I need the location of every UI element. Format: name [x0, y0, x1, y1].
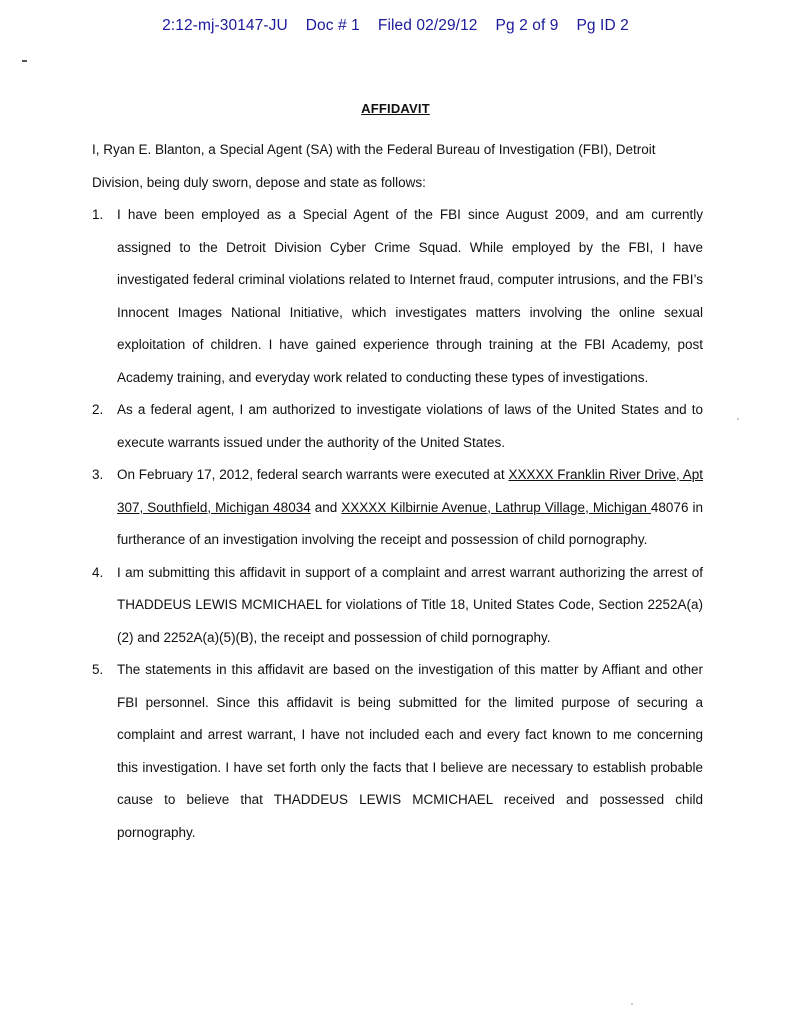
search-address-2: XXXXX Kilbirnie Avenue, Lathrup Village, Michigan — [341, 499, 651, 515]
doc-number: Doc # 1 — [305, 17, 360, 34]
filed-date: Filed 02/29/12 — [377, 17, 478, 34]
intro-paragraph: I, Ryan E. Blanton, a Special Agent (SA) with the Federal Bureau of Investigation (FBI), Detroit Division, being duly sworn, depose and state as follows: — [92, 142, 656, 190]
paragraph-number: 1. — [92, 207, 104, 222]
scan-artifact-dot — [737, 418, 739, 420]
search-address-1: XXXXX Franklin River Drive, Apt 307, Southfield, Michigan 48034 — [117, 467, 703, 515]
paragraph-text: I am submitting this affidavit in support of a complaint and arrest warrant authorizing the arrest of THADDEUS LEWIS MCMICHAEL for violations of Title 18, United States Code, Section 2252A(a)(2) and 2252A(a)(5)(B), the receipt and possession of child pornography. — [117, 564, 703, 645]
page-indicator: Pg 2 of 9 — [495, 17, 559, 34]
affidavit-body — [92, 134, 703, 849]
court-filing-header — [0, 17, 791, 35]
paragraph-4 — [92, 557, 703, 655]
paragraph-1 — [92, 199, 703, 394]
paragraph-3 — [92, 459, 703, 557]
document-title: AFFIDAVIT — [361, 101, 430, 116]
paragraph-number: 3. — [92, 467, 104, 482]
paragraph-text: I have been employed as a Special Agent of the FBI since August 2009, and am currently assigned to the Detroit Division Cyber Crime Squad. While employed by the FBI, I have investigated federal criminal violations related to Internet fraud, computer intrusions, and the FBI’s Innocent Images National Initiative, which investigates matters involving the online sexual exploitation of children. I have gained experience through training at the FBI Academy, post Academy training, and everyday work related to conducting these types of investigations. — [117, 207, 703, 385]
paragraph-2 — [92, 394, 703, 459]
scan-artifact-mark — [22, 60, 27, 62]
paragraph-text: On February 17, 2012, federal search warrants were executed at — [117, 467, 509, 482]
paragraph-number: 5. — [92, 662, 104, 677]
paragraph-text: and — [310, 499, 342, 515]
scan-artifact-dot — [631, 1003, 633, 1005]
page-id: Pg ID 2 — [576, 17, 629, 34]
paragraph-5 — [92, 654, 703, 849]
paragraph-text: The statements in this affidavit are based on the investigation of this matter by Affiant and other FBI personnel. Since this affidavit is being submitted for the limited purpose of securing a complaint and arrest warrant, I have not included each and every fact known to me concerning this investigation. I have set forth only the facts that I believe are necessary to establish probable cause to believe that THADDEUS LEWIS MCMICHAEL received and possessed child pornography. — [117, 662, 703, 840]
case-number: 2:12-mj-30147-JU — [162, 17, 288, 34]
paragraph-text: As a federal agent, I am authorized to investigate violations of laws of the United States and to execute warrants issued under the authority of the United States. — [117, 402, 703, 450]
paragraph-number: 4. — [92, 564, 104, 580]
paragraph-text: 48076 in furtherance of an investigation involving the receipt and possession of child pornography. — [117, 499, 703, 547]
numbered-paragraphs — [92, 199, 703, 849]
paragraph-number: 2. — [92, 402, 104, 417]
